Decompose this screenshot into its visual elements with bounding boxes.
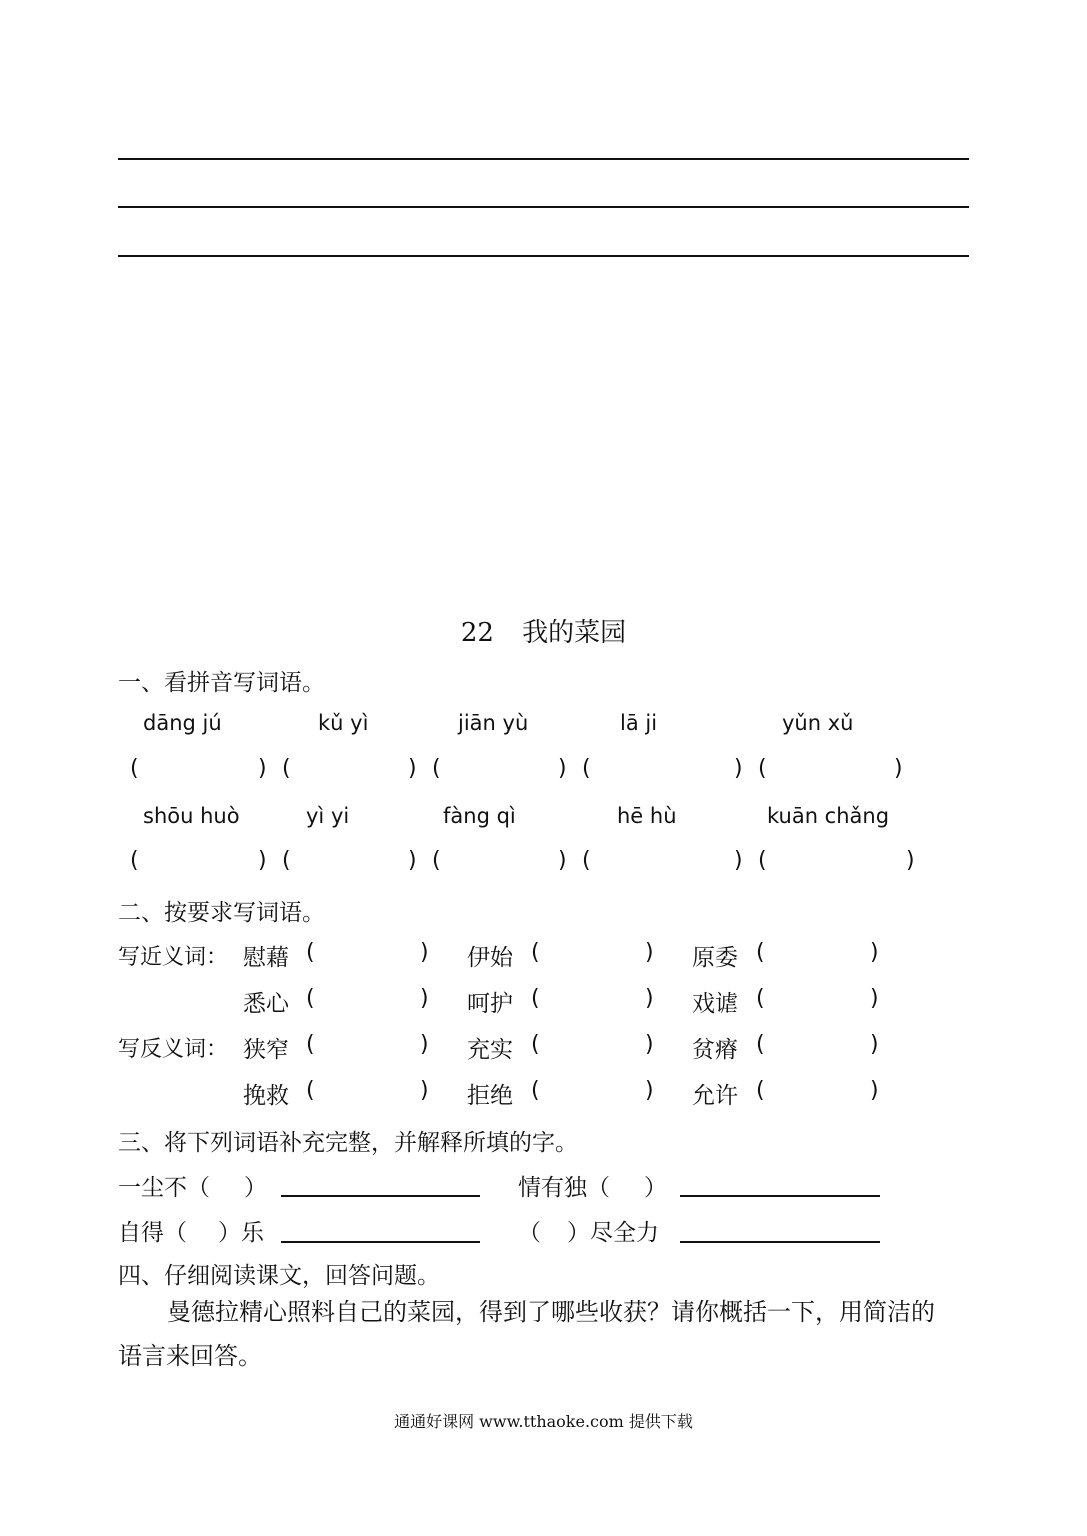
answer-paren-close: ) bbox=[558, 756, 567, 781]
synonym-word: 原委 bbox=[692, 945, 738, 971]
idiom-after: ）尽全力 bbox=[567, 1220, 659, 1246]
antonym-word: 贫瘠 bbox=[692, 1037, 738, 1063]
answer-paren-close: ) bbox=[420, 1032, 429, 1057]
answer-paren-close: ) bbox=[258, 848, 267, 873]
question-text-line-2: 语言来回答。 bbox=[118, 1342, 262, 1370]
synonym-word: 悉心 bbox=[243, 991, 289, 1017]
pinyin-item: fàng qì bbox=[443, 804, 516, 828]
answer-paren-close: ) bbox=[645, 1078, 654, 1103]
answer-paren-open: ( bbox=[758, 756, 767, 781]
answer-paren-open: ( bbox=[756, 1032, 765, 1057]
pinyin-item: lā ji bbox=[620, 711, 658, 735]
answer-paren-open: ( bbox=[756, 986, 765, 1011]
answer-paren-close: ) bbox=[408, 756, 417, 781]
idiom-answer-line bbox=[680, 1195, 880, 1197]
pinyin-item: yì yi bbox=[306, 804, 350, 828]
idiom-before: （ bbox=[518, 1220, 541, 1246]
answer-paren-open: ( bbox=[756, 1078, 765, 1103]
answer-paren-open: ( bbox=[282, 848, 291, 873]
antonym-word: 允许 bbox=[692, 1083, 738, 1109]
section-1-heading: 一、看拼音写词语。 bbox=[118, 670, 325, 696]
answer-paren-close: ) bbox=[645, 940, 654, 965]
idiom-before: 情有独（ bbox=[518, 1175, 610, 1201]
answer-paren-close: ) bbox=[420, 940, 429, 965]
answer-paren-close: ) bbox=[870, 1032, 879, 1057]
answer-paren-open: ( bbox=[582, 756, 591, 781]
answer-paren-open: ( bbox=[130, 756, 139, 781]
synonym-word: 慰藉 bbox=[243, 945, 289, 971]
answer-paren-close: ) bbox=[420, 1078, 429, 1103]
antonym-word: 挽救 bbox=[243, 1083, 289, 1109]
answer-paren-open: ( bbox=[306, 986, 315, 1011]
section-4-heading: 四、仔细阅读课文，回答问题。 bbox=[118, 1263, 440, 1289]
synonym-word: 伊始 bbox=[467, 945, 513, 971]
answer-paren-open: ( bbox=[758, 848, 767, 873]
answer-paren-open: ( bbox=[282, 756, 291, 781]
pinyin-item: kǔ yì bbox=[318, 711, 369, 735]
answer-paren-close: ) bbox=[408, 848, 417, 873]
answer-paren-close: ) bbox=[894, 756, 903, 781]
synonym-word: 呵护 bbox=[467, 991, 513, 1017]
answer-paren-close: ) bbox=[870, 986, 879, 1011]
answer-paren-close: ) bbox=[645, 986, 654, 1011]
answer-paren-open: ( bbox=[582, 848, 591, 873]
antonym-word: 狭窄 bbox=[243, 1037, 289, 1063]
answer-paren-open: ( bbox=[306, 1032, 315, 1057]
idiom-answer-line bbox=[680, 1241, 880, 1243]
answer-paren-open: ( bbox=[432, 756, 441, 781]
footer-source: 通通好课网 www.tthaoke.com 提供下载 bbox=[394, 1412, 693, 1431]
idiom-after: ） bbox=[244, 1175, 267, 1201]
answer-paren-open: ( bbox=[306, 1078, 315, 1103]
answer-paren-close: ) bbox=[258, 756, 267, 781]
pinyin-item: jiān yù bbox=[458, 711, 529, 735]
idiom-answer-line bbox=[281, 1195, 480, 1197]
answer-paren-open: ( bbox=[531, 1032, 540, 1057]
idiom-after: ） bbox=[644, 1175, 667, 1201]
answer-paren-open: ( bbox=[130, 848, 139, 873]
synonym-word: 戏谑 bbox=[692, 991, 738, 1017]
antonym-label: 写反义词： bbox=[118, 1037, 229, 1062]
idiom-before: 自得（ bbox=[118, 1220, 187, 1246]
section-3-heading: 三、将下列词语补充完整，并解释所填的字。 bbox=[118, 1130, 578, 1156]
pinyin-item: dāng jú bbox=[143, 711, 222, 735]
section-2-heading: 二、按要求写词语。 bbox=[118, 900, 325, 926]
idiom-before: 一尘不（ bbox=[118, 1175, 210, 1201]
antonym-word: 拒绝 bbox=[467, 1083, 513, 1109]
question-text-line-1: 曼德拉精心照料自己的菜园，得到了哪些收获？请你概括一下，用简洁的 bbox=[167, 1298, 935, 1326]
answer-paren-close: ) bbox=[645, 1032, 654, 1057]
answer-paren-open: ( bbox=[531, 1078, 540, 1103]
pinyin-item: yǔn xǔ bbox=[782, 711, 854, 735]
idiom-after: ）乐 bbox=[218, 1220, 264, 1246]
answer-paren-close: ) bbox=[870, 940, 879, 965]
lesson-title: 22 我的菜园 bbox=[460, 618, 627, 648]
synonym-label: 写近义词： bbox=[118, 945, 229, 970]
idiom-answer-line bbox=[281, 1241, 480, 1243]
answer-line-3 bbox=[118, 255, 969, 257]
answer-paren-open: ( bbox=[756, 940, 765, 965]
answer-paren-close: ) bbox=[558, 848, 567, 873]
pinyin-item: shōu huò bbox=[143, 804, 240, 828]
answer-paren-close: ) bbox=[906, 848, 915, 873]
answer-paren-open: ( bbox=[306, 940, 315, 965]
answer-paren-open: ( bbox=[531, 940, 540, 965]
pinyin-item: kuān chǎng bbox=[767, 804, 890, 828]
answer-paren-open: ( bbox=[432, 848, 441, 873]
pinyin-item: hē hù bbox=[617, 804, 677, 828]
answer-line-2 bbox=[118, 206, 969, 208]
answer-line-1 bbox=[118, 158, 969, 160]
answer-paren-open: ( bbox=[531, 986, 540, 1011]
answer-paren-close: ) bbox=[870, 1078, 879, 1103]
antonym-word: 充实 bbox=[467, 1037, 513, 1063]
answer-paren-close: ) bbox=[734, 756, 743, 781]
answer-paren-close: ) bbox=[734, 848, 743, 873]
answer-paren-close: ) bbox=[420, 986, 429, 1011]
